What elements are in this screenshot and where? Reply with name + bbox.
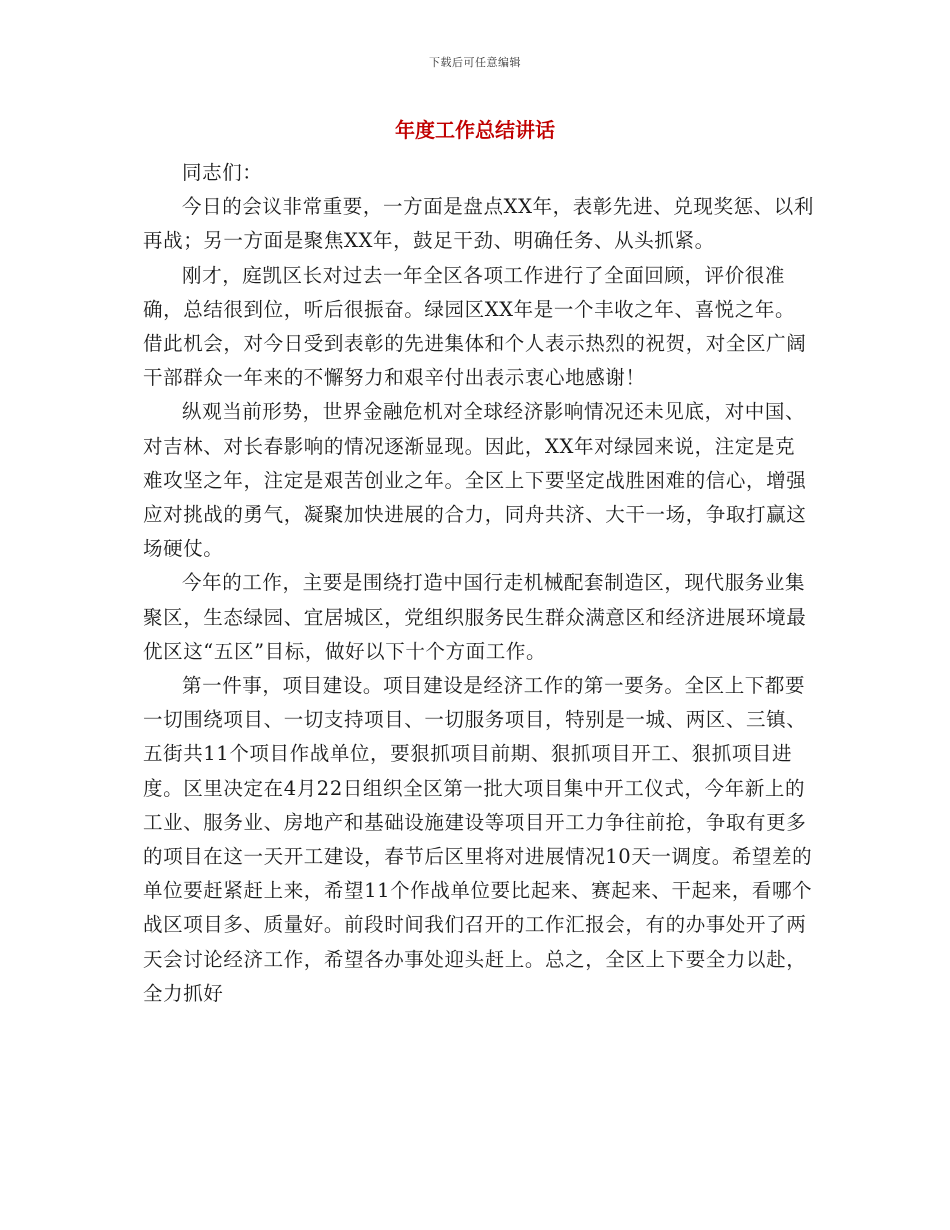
body-paragraph: 今年的工作，主要是围绕打造中国行走机械配套制造区，现代服务业集聚区，生态绿园、宜居城区，党组织服务民生群众满意区和经济进展环境最优区这“五区”目标，做好以下十个方面工作。 bbox=[143, 571, 807, 663]
body-paragraph: 第一件事，项目建设。项目建设是经济工作的第一要务。全区上下都要一切围绕项目、一切支持项目、一切服务项目，特别是一城、两区、三镇、五街共11个项目作战单位，要狠抓项目前期、狠抓项目开工、狠抓项目进度。区里决定在4月22日组织全区第一批大项目集中开工仪式，今年新上的工业、服务业、房地产和基础设施建设等项目开工力争往前抢，争取有更多的项目在这一天开工建设，春节后区里将对进展情况10天一调度。希望差的单位要赶紧赶上来，希望11个作战单位要比起来、赛起来、干起来，看哪个战区项目多、质量好。前段时间我们召开的工作汇报会，有的办事处开了两天会讨论经济工作，希望各办事处迎头赶上。总之，全区上下要全力以赴，全力抓好 bbox=[143, 674, 813, 1005]
body-paragraph: 今日的会议非常重要，一方面是盘点XX年，表彰先进、兑现奖惩、以利再战；另一方面是聚焦XX年，鼓足干劲、明确任务、从头抓紧。 bbox=[143, 195, 814, 253]
page-header-note: 下载后可任意编辑 bbox=[429, 56, 521, 69]
document-title: 年度工作总结讲话 bbox=[395, 118, 555, 142]
body-paragraph: 纵观当前形势，世界金融危机对全球经济影响情况还未见底，对中国、对吉林、对长春影响的情况逐渐显现。因此，XX年对绿园来说，注定是克难攻坚之年，注定是艰苦创业之年。全区上下要坚定战胜困难的信心，增强应对挑战的勇气，凝聚加快进展的合力，同舟共济、大干一场，争取打赢这场硬仗。 bbox=[143, 400, 807, 561]
document-body bbox=[143, 156, 815, 1011]
body-paragraph: 同志们： bbox=[182, 161, 263, 184]
body-paragraph: 刚才，庭凯区长对过去一年全区各项工作进行了全面回顾，评价很准确，总结很到位，听后很振奋。绿园区XX年是一个丰收之年、喜悦之年。借此机会，对今日受到表彰的先进集体和个人表示热烈的祝贺，对全区广阔干部群众一年来的不懈努力和艰辛付出表示衷心地感谢！ bbox=[143, 263, 807, 390]
